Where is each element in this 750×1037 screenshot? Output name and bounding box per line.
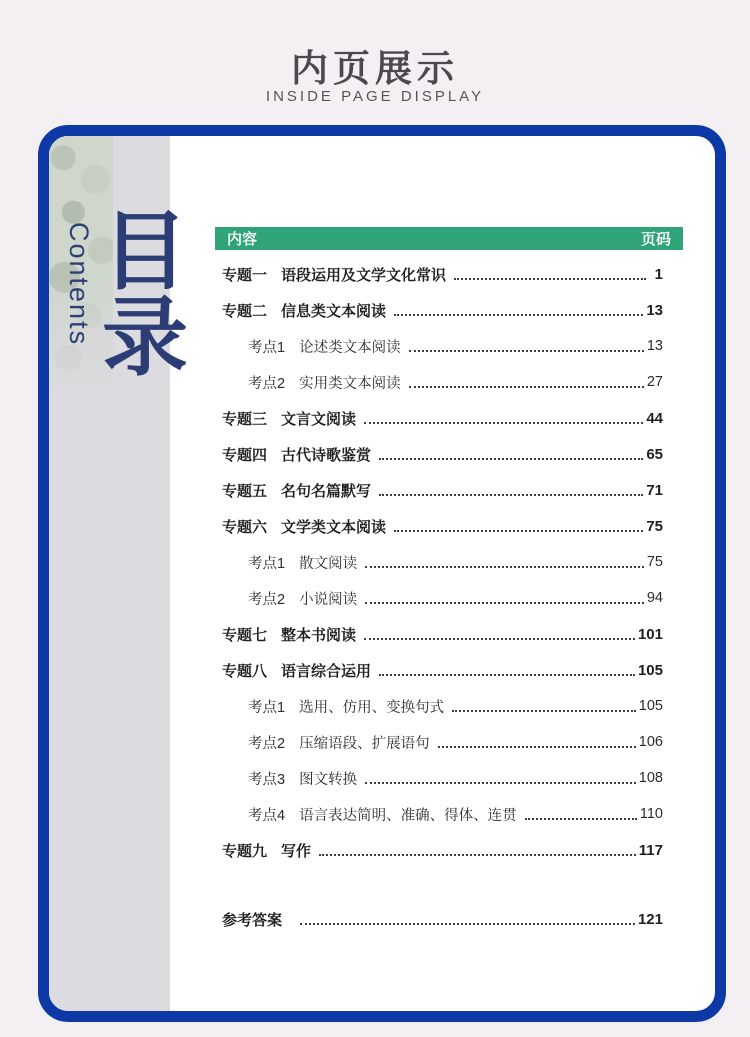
toc-row [215, 256, 683, 292]
toc-vertical-title [97, 204, 193, 387]
toc-row-prefix: 考点1 [248, 555, 286, 572]
toc-page-number: 1 [654, 265, 663, 283]
toc-page-number: 65 [646, 445, 663, 463]
toc-row-title: 选用、仿用、变换句式 [299, 699, 445, 716]
toc-title-char-top: 目 [102, 204, 188, 300]
toc-row [215, 580, 683, 616]
toc-row-title: 压缩语段、扩展语句 [299, 735, 430, 752]
toc-row-title: 古代诗歌鉴赏 [281, 446, 372, 464]
toc-row-prefix: 考点2 [248, 375, 286, 392]
toc-row [215, 400, 683, 436]
toc-row-prefix: 考点2 [248, 735, 286, 752]
toc-row-title: 语言综合运用 [281, 662, 372, 680]
toc-row-prefix: 考点1 [248, 699, 286, 716]
toc-row-title: 写作 [281, 842, 312, 860]
toc-dotted-leader [409, 350, 644, 352]
toc-page-number: 13 [646, 338, 663, 354]
toc-page-number: 121 [637, 910, 663, 928]
toc-row-prefix: 专题二 [222, 302, 268, 320]
toc-row-prefix: 考点1 [248, 339, 286, 356]
toc-page-number: 44 [646, 409, 663, 427]
toc-row-prefix: 专题六 [222, 518, 268, 536]
toc-row [215, 292, 683, 328]
toc-row [215, 544, 683, 580]
content-frame [38, 125, 726, 1022]
toc-dotted-leader [379, 494, 643, 496]
toc-page-number: 71 [646, 481, 663, 499]
toc-dotted-leader [394, 314, 643, 316]
toc-dotted-leader [364, 638, 635, 640]
toc-row-title: 整本书阅读 [281, 626, 357, 644]
toc-dotted-leader [300, 923, 635, 925]
toc-row [215, 436, 683, 472]
toc-list [215, 256, 683, 937]
toc-dotted-leader [365, 602, 644, 604]
page-title: 内页展示 [291, 48, 459, 89]
toc-row [215, 760, 683, 796]
toc-row-title: 文言文阅读 [281, 410, 357, 428]
toc-row [215, 796, 683, 832]
toc-page-number: 13 [646, 301, 663, 319]
toc-page-number: 27 [646, 374, 663, 390]
toc-dotted-leader [364, 422, 643, 424]
toc-row-prefix: 考点2 [248, 591, 286, 608]
toc-row-title: 语段运用及文学文化常识 [281, 266, 447, 284]
toc-row-title: 语言表达简明、准确、得体、连贯 [299, 807, 517, 824]
toc-dotted-leader [452, 710, 636, 712]
toc-area [215, 227, 683, 937]
toc-page-number: 110 [639, 806, 663, 822]
toc-row-prefix: 专题五 [222, 482, 268, 500]
toc-dotted-leader [379, 674, 635, 676]
toc-row-title: 实用类文本阅读 [299, 375, 401, 392]
toc-dotted-leader [454, 278, 646, 280]
toc-page-number: 75 [646, 554, 663, 570]
toc-row-prefix: 专题九 [222, 842, 268, 860]
toc-page-number: 75 [646, 517, 663, 535]
toc-row [215, 832, 683, 868]
contents-vertical-label: Contents [64, 222, 94, 347]
toc-page-label: 页码 [640, 231, 671, 248]
toc-content-label: 内容 [227, 231, 258, 248]
toc-dotted-leader [525, 818, 637, 820]
toc-page-number: 105 [637, 661, 663, 679]
toc-row-prefix: 专题八 [222, 662, 268, 680]
toc-dotted-leader [365, 566, 644, 568]
toc-dotted-leader [409, 386, 644, 388]
toc-row [215, 472, 683, 508]
toc-page-number: 101 [637, 625, 663, 643]
toc-row [215, 616, 683, 652]
toc-page-number: 106 [638, 734, 663, 750]
toc-row [215, 508, 683, 544]
toc-title-char-bottom: 录 [102, 290, 188, 387]
toc-header-bar [215, 227, 683, 250]
toc-row [215, 724, 683, 760]
toc-row-prefix: 专题七 [222, 626, 268, 644]
toc-row [215, 328, 683, 364]
toc-row-title: 图文转换 [299, 771, 358, 788]
toc-row-title: 散文阅读 [299, 555, 358, 572]
toc-row [215, 652, 683, 688]
toc-dotted-leader [394, 530, 643, 532]
toc-row-prefix: 专题三 [222, 410, 268, 428]
toc-row-title: 信息类文本阅读 [281, 302, 387, 320]
toc-row-title: 小说阅读 [299, 591, 358, 608]
toc-page-number: 117 [638, 841, 663, 859]
toc-row-prefix: 专题一 [222, 266, 268, 284]
toc-page-number: 94 [646, 590, 663, 606]
toc-row-prefix: 考点4 [248, 807, 286, 824]
toc-row-prefix: 参考答案 [222, 911, 283, 929]
toc-dotted-leader [365, 782, 636, 784]
toc-row-title: 论述类文本阅读 [299, 339, 401, 356]
page-subtitle: INSIDE PAGE DISPLAY [265, 88, 485, 105]
toc-row [215, 688, 683, 724]
toc-row-prefix: 考点3 [248, 771, 286, 788]
toc-dotted-leader [438, 746, 636, 748]
toc-page-number: 108 [638, 770, 663, 786]
toc-row-title: 名句名篇默写 [281, 482, 372, 500]
toc-dotted-leader [379, 458, 643, 460]
toc-row [215, 364, 683, 400]
toc-page-number: 105 [638, 698, 663, 714]
toc-row-title: 文学类文本阅读 [281, 518, 387, 536]
toc-dotted-leader [319, 854, 636, 856]
toc-row [215, 901, 683, 937]
toc-row-prefix: 专题四 [222, 446, 268, 464]
